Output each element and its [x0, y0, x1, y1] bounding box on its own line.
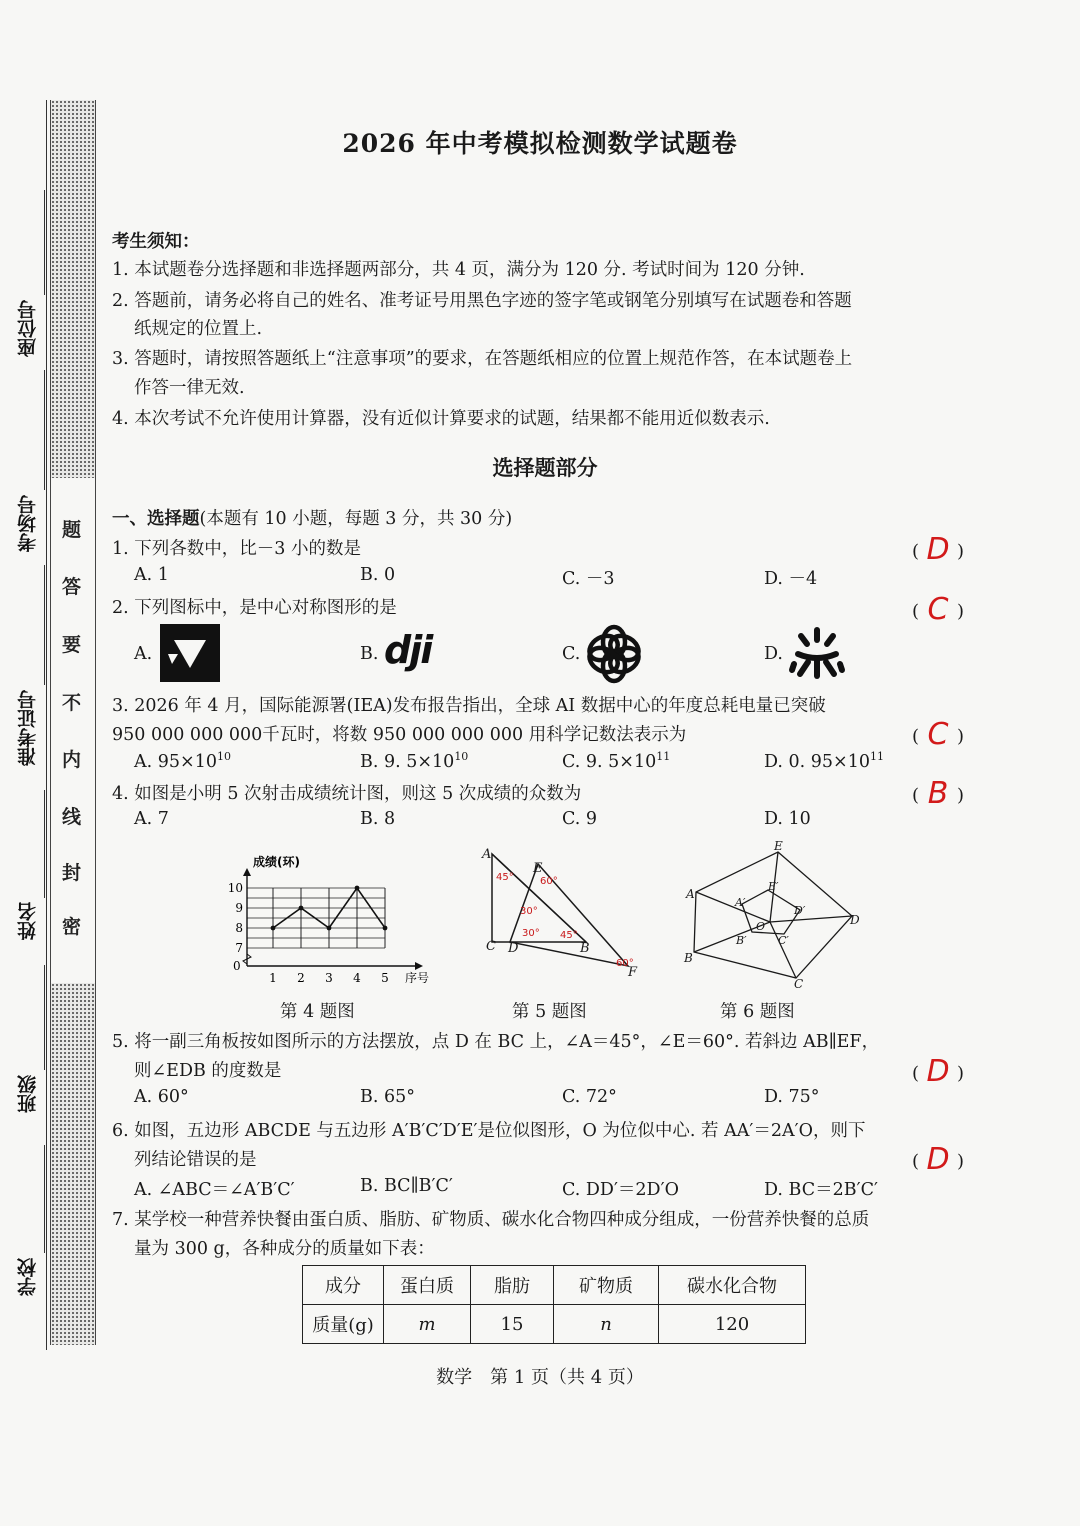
- admission-number-label: 准考证号: [17, 690, 39, 766]
- chart-x-tick-label: 2: [297, 971, 305, 983]
- fig6-label-d: D: [850, 913, 860, 927]
- seal-char: 要: [62, 634, 82, 656]
- q3-option-d-exp: 11: [870, 750, 884, 763]
- chart-y-ticks: [228, 881, 243, 955]
- admission-number-field[interactable]: [44, 565, 45, 685]
- q3-option-d-base: D. 0. 95×10: [764, 751, 870, 772]
- table-row: [303, 1266, 806, 1305]
- chart-axes: [243, 868, 423, 970]
- seal-char: 题: [62, 519, 82, 541]
- chart-x-arrow: [415, 962, 423, 970]
- q3-option-b[interactable]: [360, 750, 468, 772]
- seal-char: 答: [62, 576, 82, 598]
- q3-stem-line1: 3. 2026 年 4 月，国际能源署(IEA)发布报告指出，全球 AI 数据中心的年度总耗电量已突破: [112, 696, 826, 716]
- q3-handwritten-answer: C: [927, 717, 949, 752]
- q2-handwritten-answer: C: [927, 592, 949, 627]
- name-label: 姓名: [17, 902, 39, 940]
- q4-answer-box[interactable]: ( B ): [912, 776, 965, 811]
- page-title: 2026 年中考模拟检测数学试题卷: [342, 129, 738, 158]
- chart-x-tick-label: 1: [269, 971, 277, 983]
- table-header-cell: 脂肪: [471, 1266, 554, 1305]
- chart-data-point: [299, 906, 304, 911]
- q2-stem: 2. 下列图标中，是中心对称图形的是: [112, 598, 397, 618]
- chart-title: 成绩(环): [253, 855, 300, 869]
- q1-answer-box[interactable]: ( D ): [912, 532, 965, 567]
- school-label: 学校: [17, 1258, 39, 1296]
- fig4-chart: [225, 848, 445, 983]
- q3-option-b-exp: 10: [454, 750, 469, 763]
- exam-room-label: 考场号: [17, 495, 39, 552]
- class-field[interactable]: [44, 965, 45, 1070]
- q1-stem: 1. 下列各数中，比－3 小的数是: [112, 539, 361, 559]
- q6-stem-line2: 列结论错误的是: [134, 1150, 257, 1170]
- q6-handwritten-answer: D: [926, 1142, 950, 1177]
- chart-x-tick-label: 3: [325, 971, 333, 983]
- fig5-mark: 45°: [560, 930, 578, 941]
- q5-stem-line2: 则∠EDB 的度数是: [134, 1061, 282, 1081]
- notice-line: 2. 答题前，请务必将自己的姓名、准考证号用黑色字迹的签字笔或钢笔分别填写在试题卷和答题: [112, 291, 852, 311]
- q6-stem-line1: 6. 如图，五边形 ABCDE 与五边形 A′B′C′D′E′是位似图形，O 为位似中心. 若 AA′＝2A′O，则下: [112, 1121, 866, 1141]
- part-heading: [112, 505, 512, 530]
- table-header-cell: 碳水化合物: [659, 1266, 806, 1305]
- fig6-label-a: A: [686, 887, 695, 901]
- fig6-label-c: C: [794, 977, 804, 990]
- table-header-cell: 成分: [303, 1266, 384, 1305]
- q5-handwritten-answer: D: [926, 1054, 950, 1089]
- q4-option-c[interactable]: C. 9: [562, 809, 598, 829]
- table-row: [303, 1305, 806, 1344]
- q3-option-c-exp: 11: [656, 750, 671, 763]
- chart-y-tick-label: 9: [235, 901, 243, 915]
- table-cell: 15: [471, 1305, 554, 1344]
- fig5-label-e: E: [533, 861, 543, 876]
- notice-heading: 考生须知：: [112, 232, 200, 252]
- fig5-label-a: A: [482, 847, 492, 862]
- table-cell: 120: [659, 1305, 806, 1344]
- q6-option-b[interactable]: B. BC∥B′C′: [360, 1176, 453, 1196]
- q1-option-b[interactable]: B. 0: [360, 565, 396, 585]
- chart-y-tick-label: 7: [235, 941, 243, 955]
- fig5-label-d: D: [508, 941, 519, 956]
- fig6-label-d-prime: D′: [794, 904, 806, 917]
- q2-option-b[interactable]: B.: [360, 644, 379, 664]
- fig6-label-o: O: [756, 920, 766, 933]
- table-header-cell: 矿物质: [554, 1266, 659, 1305]
- table-cell: 质量(g): [303, 1305, 384, 1344]
- q1-option-d[interactable]: D. －4: [764, 569, 818, 589]
- q4-option-d[interactable]: D. 10: [764, 809, 811, 829]
- part-heading-text: 一、选择题: [112, 509, 200, 529]
- binding-seal-box: [50, 478, 96, 983]
- notice-line: 4. 本次考试不允许使用计算器，没有近似计算要求的试题，结果都不能用近似数表示.: [112, 409, 770, 429]
- chart-y-tick-label: 8: [235, 921, 243, 935]
- q4-option-b[interactable]: B. 8: [360, 809, 396, 829]
- seat-number-field[interactable]: [44, 190, 45, 295]
- chart-x-tick-label: 4: [353, 971, 361, 983]
- q2-option-c[interactable]: C.: [562, 644, 581, 664]
- notice-line: 纸规定的位置上.: [134, 319, 263, 339]
- q2-logo-c-icon: [584, 624, 644, 684]
- part-note: (本题有 10 小题，每题 3 分，共 30 分): [199, 509, 513, 529]
- binding-hatch-bottom: [50, 983, 96, 1345]
- q3-answer-box[interactable]: ( C ): [912, 717, 965, 752]
- chart-y-arrow: [243, 868, 251, 876]
- q6-option-d[interactable]: D. BC＝2B′C′: [764, 1180, 878, 1200]
- chart-y-tick-label: 10: [227, 881, 243, 895]
- fig5-mark: 30°: [522, 928, 540, 939]
- seal-char: 封: [62, 862, 82, 884]
- notice-line: 1. 本试题卷分选择题和非选择题两部分，共 4 页，满分为 120 分. 考试时间为 120 分钟.: [112, 260, 805, 280]
- school-field[interactable]: [44, 1145, 45, 1253]
- fig5-label-b: B: [580, 941, 590, 956]
- notice-line: 作答一律无效.: [134, 378, 245, 398]
- q3-stem-line2: 950 000 000 000千瓦时，将数 950 000 000 000 用科学记数法表示为: [112, 725, 687, 745]
- chart-data-point: [327, 926, 332, 931]
- q5-option-d[interactable]: D. 75°: [764, 1087, 820, 1107]
- q4-handwritten-answer: B: [927, 776, 949, 811]
- q2-option-d[interactable]: D.: [764, 644, 783, 664]
- q3-option-b-base: B. 9. 5×10: [360, 751, 455, 772]
- q3-option-a[interactable]: [134, 750, 231, 772]
- fig4-caption: 第 4 题图: [280, 1002, 355, 1022]
- q1-option-a[interactable]: A. 1: [134, 565, 169, 585]
- q2-logo-a-icon: [160, 624, 220, 682]
- chart-x-ticks: [269, 971, 389, 983]
- q1-option-c[interactable]: C. －3: [562, 569, 615, 589]
- q6-option-a[interactable]: A. ∠ABC＝∠A′B′C′: [134, 1180, 295, 1200]
- q6-option-c[interactable]: C. DD′＝2D′O: [562, 1180, 679, 1200]
- table-cell: m: [384, 1305, 471, 1344]
- q2-logo-b-icon: dji: [384, 628, 432, 672]
- fig5-mark: 45°: [496, 872, 514, 883]
- q7-table: [302, 1265, 806, 1344]
- q3-option-d[interactable]: [764, 750, 884, 772]
- name-field[interactable]: [44, 790, 45, 898]
- fig6-caption: 第 6 题图: [720, 1002, 795, 1022]
- fig6-label-a-prime: A′: [735, 896, 746, 909]
- q2-answer-box[interactable]: ( C ): [912, 592, 965, 627]
- seal-char: 内: [62, 749, 82, 771]
- q7-stem-line2: 量为 300 g，各种成分的质量如下表：: [134, 1239, 435, 1259]
- q2-option-a[interactable]: A.: [134, 644, 153, 664]
- fig5-mark: 60°: [540, 876, 558, 887]
- fig6-label-e-prime: E′: [768, 880, 779, 893]
- fig6-label-b-prime: B′: [736, 934, 747, 947]
- q7-stem-line1: 7. 某学校一种营养快餐由蛋白质、脂肪、矿物质、碳水化合物四种成分组成，一份营养快餐的总质: [112, 1210, 870, 1230]
- q5-option-c[interactable]: C. 72°: [562, 1087, 617, 1107]
- seat-number-label: 座位号: [17, 300, 39, 357]
- q5-option-a[interactable]: A. 60°: [134, 1087, 189, 1107]
- fig5-triangles: [478, 842, 650, 982]
- seal-char: 密: [62, 916, 82, 938]
- binding-outer-line: [46, 100, 47, 1350]
- seal-char: 不: [62, 692, 82, 714]
- chart-data-point: [355, 886, 360, 891]
- fig5-caption: 第 5 题图: [512, 1002, 587, 1022]
- q1-handwritten-answer: D: [926, 532, 950, 567]
- fig5-mark: 60°: [616, 958, 634, 969]
- chart-data-point: [271, 926, 276, 931]
- q4-stem: 4. 如图是小明 5 次射击成绩统计图，则这 5 次成绩的众数为: [112, 784, 582, 804]
- notice-line: 3. 答题时，请按照答题纸上“注意事项”的要求，在答题纸相应的位置上规范作答，在本试题卷上: [112, 349, 853, 369]
- chart-data-point: [383, 926, 388, 931]
- q5-answer-box[interactable]: ( D ): [912, 1054, 965, 1089]
- fig6-label-e: E: [774, 840, 783, 853]
- table-header-cell: 蛋白质: [384, 1266, 471, 1305]
- fig6-pentagons: [680, 840, 870, 990]
- q3-option-c-base: C. 9. 5×10: [562, 751, 657, 772]
- chart-origin-label: 0: [233, 959, 241, 973]
- q5-option-b[interactable]: B. 65°: [360, 1087, 416, 1107]
- table-cell: n: [554, 1305, 659, 1344]
- chart-x-tick-label: 5: [381, 971, 389, 983]
- fig5-mark: 30°: [520, 906, 538, 917]
- fig5-label-f: F: [628, 965, 638, 980]
- q3-option-a-base: A. 95×10: [134, 751, 217, 772]
- fig6-label-c-prime: C′: [778, 934, 789, 947]
- section-title: 选择题部分: [492, 455, 598, 480]
- page-footer: 数学 第 1 页（共 4 页）: [436, 1367, 644, 1388]
- q3-option-c[interactable]: [562, 750, 670, 772]
- fig6-label-b: B: [684, 951, 693, 965]
- q2-logo-d-icon: [788, 624, 846, 682]
- class-label: 班级: [17, 1075, 39, 1113]
- q3-option-a-exp: 10: [216, 750, 231, 763]
- q4-option-a[interactable]: A. 7: [134, 809, 169, 829]
- chart-x-label: 序号: [405, 971, 430, 983]
- seal-char: 线: [62, 806, 82, 828]
- q5-stem-line1: 5. 将一副三角板按如图所示的方法摆放，点 D 在 BC 上，∠A＝45°，∠E＝60°. 若斜边 AB∥EF，: [112, 1032, 880, 1052]
- q6-answer-box[interactable]: ( D ): [912, 1142, 965, 1177]
- fig5-label-c: C: [486, 939, 496, 954]
